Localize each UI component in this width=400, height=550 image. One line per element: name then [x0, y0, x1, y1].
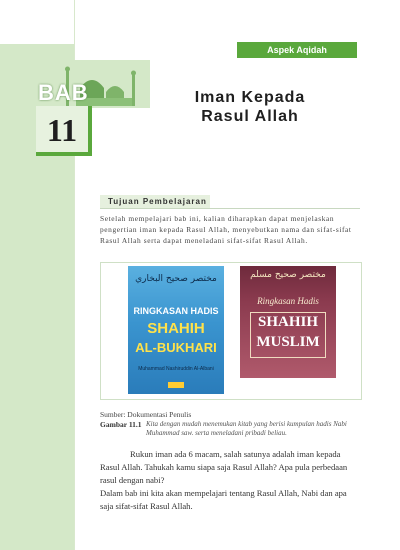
- objectives-divider: [100, 208, 360, 209]
- book-cover-bukhari: [128, 266, 224, 394]
- body-paragraph-2: Dalam bab ini kita akan mempelajari tentang Rasul Allah, Nabi dan apa saja sifat-sifat Rasul Allah.: [100, 488, 347, 511]
- book2-line1: Ringkasan Hadis: [257, 296, 319, 306]
- book1-author: Muhammad Nashiruddin Al-Albani: [138, 366, 214, 372]
- book-cover-muslim: [240, 266, 336, 378]
- book2-line3: MUSLIM: [256, 334, 320, 350]
- chapter-title-line1: Iman Kepada: [194, 89, 306, 106]
- body-text: [100, 448, 362, 513]
- book2-arabic-title: مختصر صحيح مسلم: [250, 270, 326, 280]
- book1-line1: RINGKASAN HADIS: [133, 306, 219, 316]
- figure-caption-label: Gambar 11.1: [100, 420, 142, 429]
- aspek-label: Aspek Aqidah: [237, 42, 357, 58]
- book1-publisher-logo: [168, 382, 184, 388]
- body-paragraph-1: Rukun iman ada 6 macam, salah satunya adalah iman kepada Rasul Allah. Tahukah kamu siapa saja Rasul Allah? Apa pula perbedaan rasul dengan nabi?: [100, 449, 348, 485]
- objectives-label: Tujuan Pembelajaran: [100, 195, 210, 208]
- chapter-title-line2: Rasul Allah: [201, 108, 299, 125]
- figure-source: Sumber: Dokumentasi Penulis: [100, 410, 192, 419]
- chapter-number-box: [36, 106, 92, 156]
- book1-line3: AL-BUKHARI: [135, 340, 217, 355]
- chapter-number: 11: [46, 112, 78, 148]
- figure-caption-text: Kita dengan mudah menemukan kitab yang berisi kumpulan hadis Nabi Muhammad saw. serta meneladani pribadi beliau.: [146, 420, 347, 437]
- chapter-title: [180, 88, 320, 126]
- bab-label: BAB: [38, 80, 89, 105]
- book2-line2: SHAHIH: [257, 314, 318, 330]
- left-band-top: [0, 0, 74, 44]
- book1-arabic-title: مختصر صحيح البخاري: [135, 274, 217, 284]
- objectives-text: Setelah mempelajari bab ini, kalian diharapkan dapat menjelaskan pengertian iman kepada Rasul Allah, menyebutkan nama dan sifat-sifat Rasul Allah serta dapat meneladani sifat-sifat Rasul Allah.: [100, 214, 352, 245]
- book1-line2: SHAHIH: [147, 320, 205, 337]
